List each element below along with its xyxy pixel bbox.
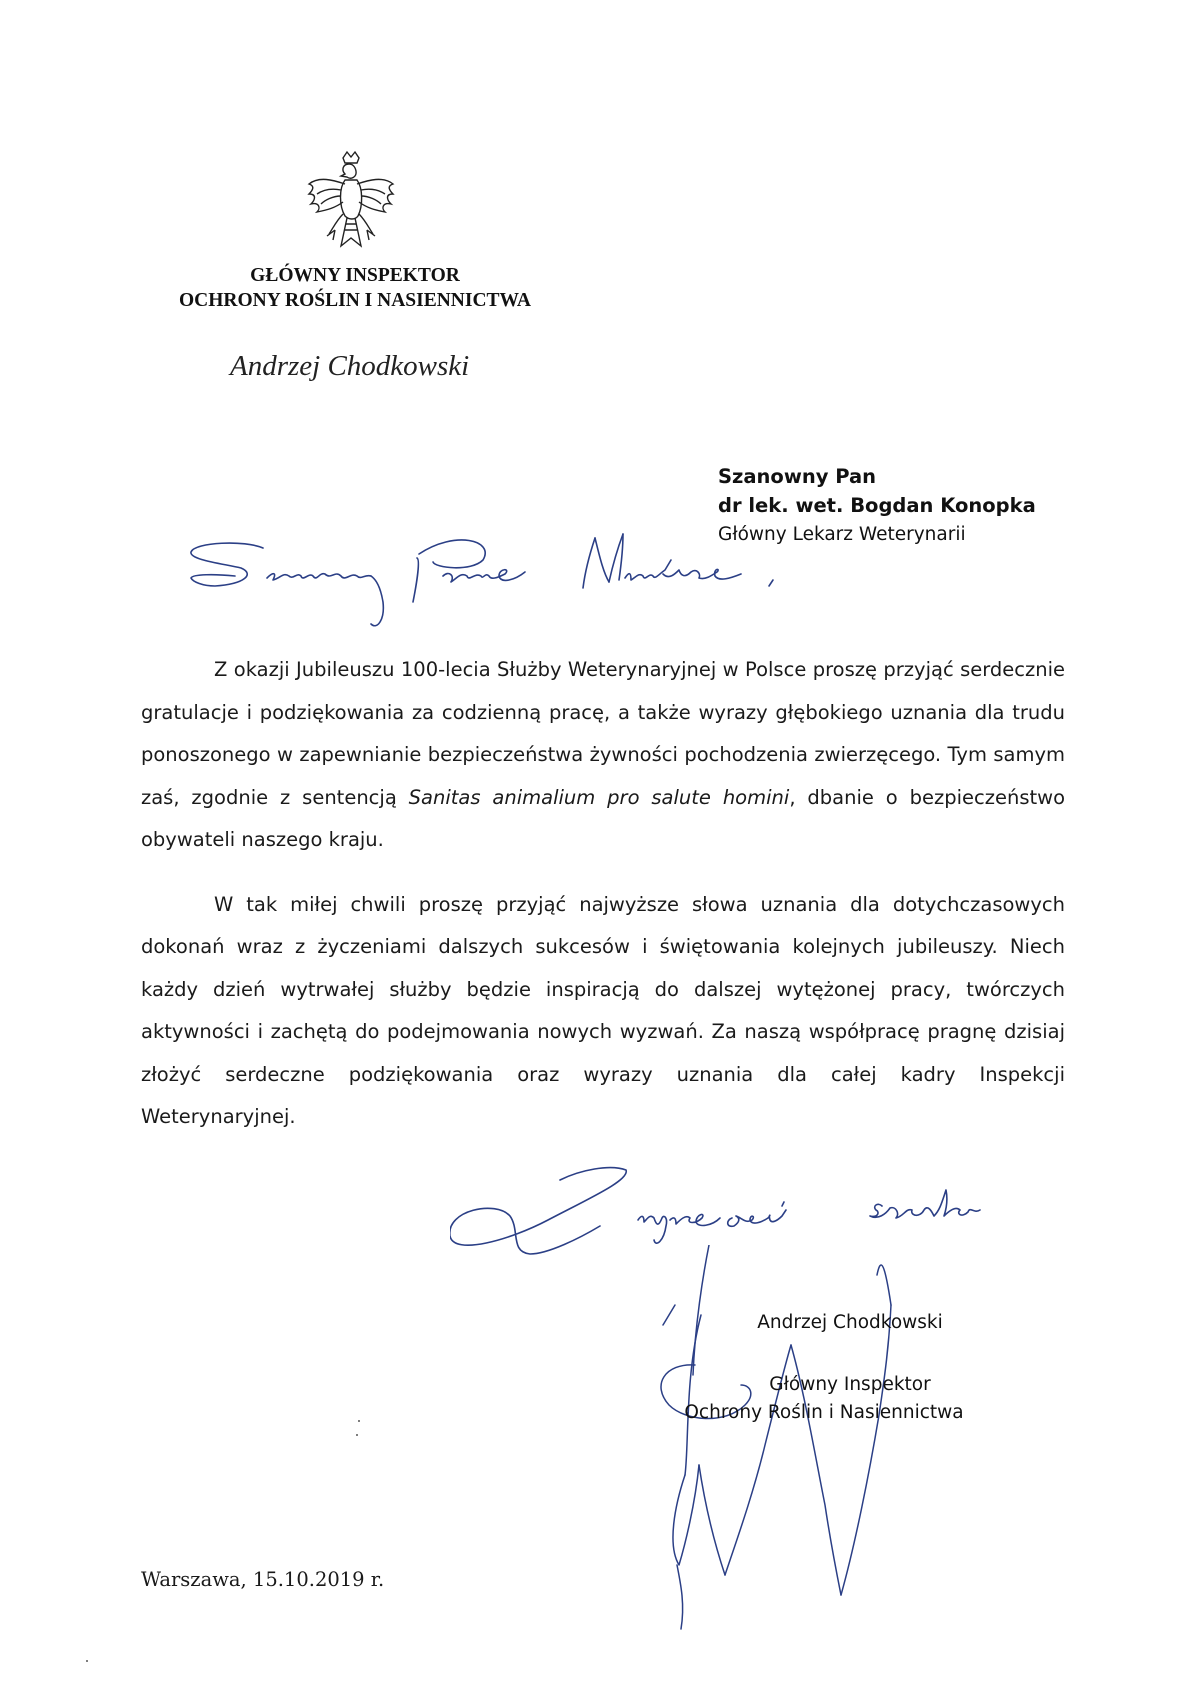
scan-speck: [358, 1420, 360, 1422]
body-paragraph-2: W tak miłej chwili proszę przyjąć najwyższe słowa uznania dla dotychczasowych dokonań wraz z życzeniami dalszych sukcesów i świętowania kolejnych jubileuszy. Niech każdy dzień wytrwałej służby będzie inspiracją do dalszej wytężonej pracy, twórczych aktywności i zachętą do podejmowania nowych wyzwań. Za naszą współpracę pragnę dzisiaj złożyć serdeczne podziękowania oraz wyrazy uznania dla całej kadry Inspekcji Weterynaryjnej.: [141, 892, 1065, 1128]
body-paragraph-1: [141, 649, 1065, 862]
letter-body: [141, 649, 1065, 1161]
signatory-role-line2: Ochrony Roślin i Nasiennictwa: [684, 1402, 964, 1423]
signatory-name: Andrzej Chodkowski: [757, 1312, 943, 1333]
addressee-name: dr lek. wet. Bogdan Konopka: [718, 494, 1036, 517]
place-and-date: Warszawa, 15.10.2019 r.: [141, 1568, 385, 1591]
addressee-title: Główny Lekarz Weterynarii: [718, 524, 966, 545]
issuer-title-line2: OCHRONY ROŚLIN I NASIENNICTWA: [179, 290, 531, 311]
polish-eagle-emblem-icon: [305, 150, 397, 258]
body-paragraph-1-text: Z okazji Jubileuszu 100-lecia Służby Weterynaryjnej w Polsce proszę przyjąć serdecznie gratulacje i podziękowania za codzienną pracę, a także wyrazy głębokiego uznania dla trudu ponoszonego w zapewnianie bezpieczeństwa żywności pochodzenia zwierzęcego. Tym samym zaś, zgodnie z sentencją: [141, 658, 1065, 809]
signatory-role-line1: Główny Inspektor: [769, 1374, 931, 1395]
body-paragraph-1-text-end: , dbanie o bezpieczeństwo obywateli naszego kraju.: [141, 785, 1066, 851]
issuer-title-line1: GŁÓWNY INSPEKTOR: [250, 265, 460, 286]
issuer-name: Andrzej Chodkowski: [230, 350, 470, 382]
scan-speck: [356, 1434, 358, 1436]
issuer-title: [145, 263, 565, 313]
latin-maxim: Sanitas animalium pro salute homini: [408, 785, 790, 809]
scan-speck: [86, 1660, 88, 1662]
handwritten-signature: [655, 1245, 975, 1635]
handwritten-salutation: [185, 520, 825, 640]
addressee-greeting: Szanowny Pan: [718, 465, 877, 488]
